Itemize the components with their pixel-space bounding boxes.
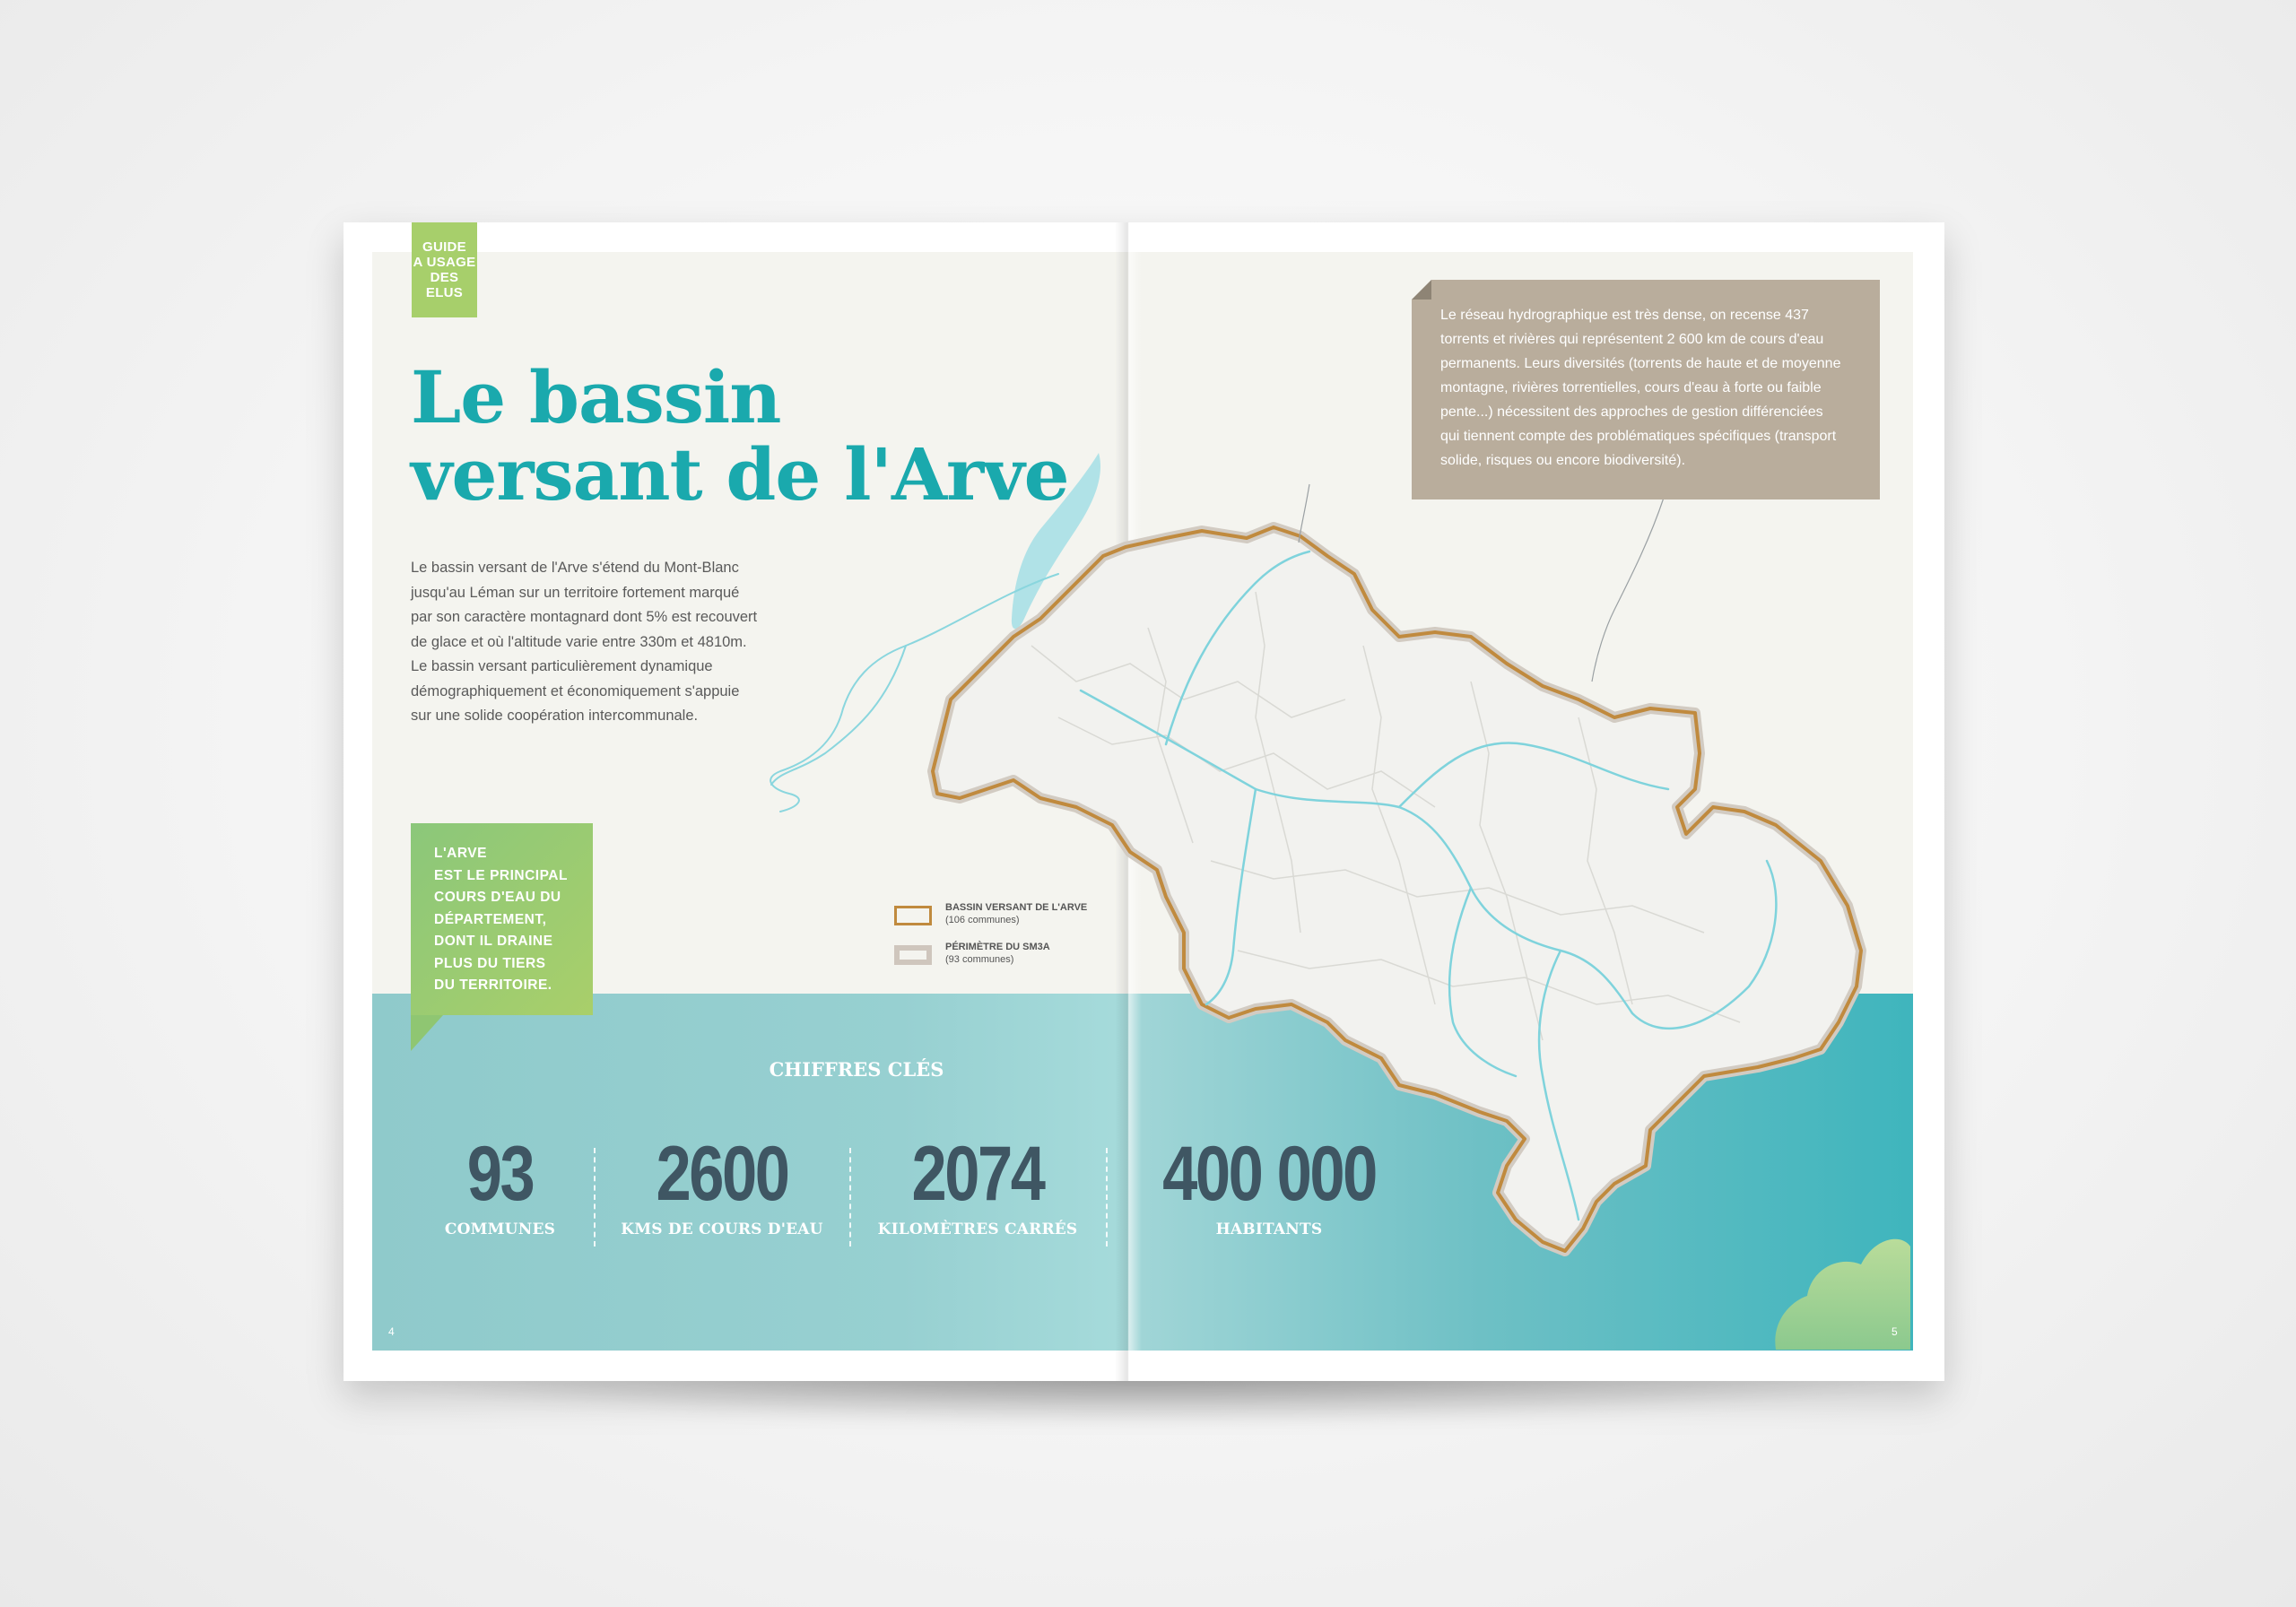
bookmark-line-3: DES ELUS xyxy=(425,270,464,300)
textbox-line: torrents et rivières qui représentent 2 600 km de cours d'eau xyxy=(1440,332,1824,347)
hydrography-text-box xyxy=(1412,280,1880,499)
intro-line: Le bassin versant particulièrement dynamique xyxy=(411,658,713,674)
callout-line: COURS D'EAU DU xyxy=(434,890,561,905)
callout-line: DÉPARTEMENT, xyxy=(434,911,547,927)
textbox-line: Le réseau hydrographique est très dense, on recense 437 xyxy=(1440,308,1809,323)
stat-label: COMMUNES xyxy=(444,1220,556,1238)
callout-line: PLUS DU TIERS xyxy=(434,955,546,971)
legend-label: BASSIN VERSANT DE L'ARVE xyxy=(945,902,1088,913)
legend-swatch-basin xyxy=(894,906,932,925)
stat-inhabitants xyxy=(1126,1131,1413,1238)
textbox-line: solide, risques ou encore biodiversité). xyxy=(1440,453,1686,468)
bush-illustration xyxy=(1767,1184,1910,1354)
intro-paragraph xyxy=(411,556,770,729)
legend-swatch-sm3a xyxy=(894,945,932,965)
callout-tail xyxy=(411,1015,443,1051)
textbox-line: permanents. Leurs diversités (torrents de haute et de moyenne xyxy=(1440,356,1841,371)
page-title xyxy=(411,355,1092,517)
stat-km2 xyxy=(874,1131,1081,1238)
stat-label: HABITANTS xyxy=(1215,1220,1323,1238)
bookmark-line-1: GUIDE xyxy=(422,239,466,255)
stat-divider xyxy=(849,1148,851,1247)
intro-line: jusqu'au Léman sur un territoire fortement marqué xyxy=(411,584,740,601)
guide-bookmark-tab xyxy=(412,222,477,317)
arve-callout-box xyxy=(411,823,593,1015)
bookmark-line-2: A USAGE xyxy=(413,255,476,270)
stat-value: 400 000 xyxy=(1162,1131,1376,1217)
callout-line: EST LE PRINCIPAL xyxy=(434,867,568,883)
stat-value: 2074 xyxy=(911,1131,1044,1217)
page-number-left: 4 xyxy=(388,1325,395,1338)
stat-divider xyxy=(1106,1148,1108,1247)
stat-label: KMS DE COURS D'EAU xyxy=(621,1220,823,1238)
textbox-corner-fold xyxy=(1412,280,1431,300)
title-line-2: versant de l'Arve xyxy=(411,432,1069,517)
callout-line: DONT IL DRAINE xyxy=(434,934,553,949)
textbox-line: montagne, rivières torrentielles, cours d'eau à forte ou faible xyxy=(1440,380,1822,395)
stat-communes xyxy=(422,1131,578,1238)
callout-line: DU TERRITOIRE. xyxy=(434,977,552,993)
key-figures-title: CHIFFRES CLÉS xyxy=(769,1058,944,1081)
textbox-line: pente...) nécessitent des approches de gestion différenciées xyxy=(1440,404,1823,420)
intro-line: de glace et où l'altitude varie entre 330m et 4810m. xyxy=(411,633,747,650)
callout-line: L'ARVE xyxy=(434,846,487,861)
intro-line: démographiquement et économiquement s'appuie xyxy=(411,682,740,699)
stat-divider xyxy=(594,1148,596,1247)
textbox-line: qui tiennent compte des problématiques spécifiques (transport xyxy=(1440,429,1837,444)
legend-sub: (106 communes) xyxy=(945,915,1020,925)
stat-label: KILOMÈTRES CARRÉS xyxy=(877,1220,1078,1238)
stat-km-rivers xyxy=(619,1131,825,1238)
intro-line: par son caractère montagnard dont 5% est recouvert xyxy=(411,609,758,625)
page-number-right: 5 xyxy=(1892,1325,1898,1338)
stat-value: 2600 xyxy=(656,1131,788,1217)
legend-label: PÉRIMÈTRE DU SM3A xyxy=(945,942,1050,952)
intro-line: sur une solide coopération intercommunale. xyxy=(411,708,699,724)
legend-sub: (93 communes) xyxy=(945,954,1014,965)
title-line-1: Le bassin xyxy=(411,355,781,439)
intro-line: Le bassin versant de l'Arve s'étend du Mont-Blanc xyxy=(411,560,739,576)
stat-value: 93 xyxy=(466,1131,534,1217)
